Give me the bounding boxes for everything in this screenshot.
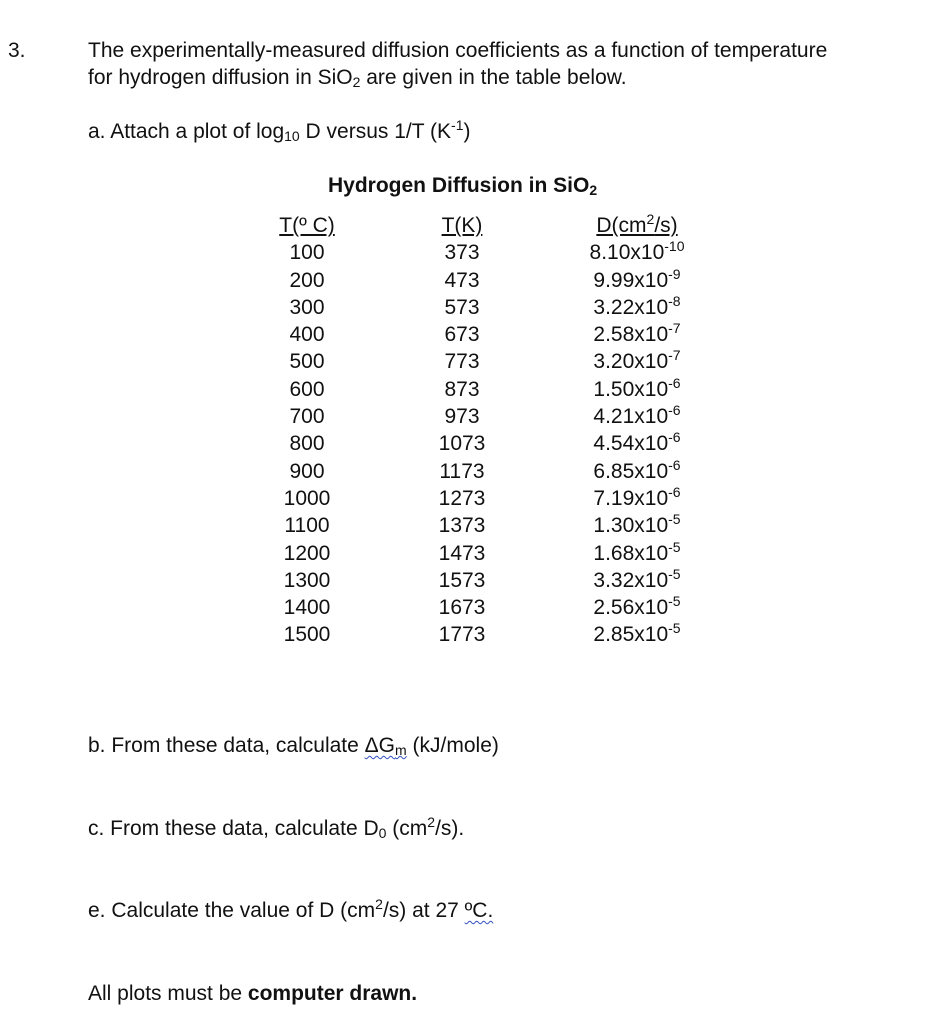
superscript: 2 bbox=[646, 211, 655, 227]
cell-d-exponent: -8 bbox=[668, 292, 681, 309]
cell-d-exponent: -5 bbox=[668, 565, 681, 582]
text: (kJ/mole) bbox=[406, 734, 499, 757]
cell-d: 2.56x10 bbox=[593, 596, 669, 620]
cell-d: 8.10x10 bbox=[589, 241, 665, 265]
table-cell bbox=[362, 321, 562, 348]
cell-d: 6.85x10 bbox=[593, 459, 669, 483]
cell-d-exponent: -9 bbox=[668, 265, 681, 282]
table-cell bbox=[537, 485, 737, 512]
cell-tc: 700 bbox=[289, 405, 325, 429]
cell-d: 3.20x10 bbox=[593, 350, 669, 374]
table-cell bbox=[362, 567, 562, 594]
text: Hydrogen Diffusion in SiO bbox=[328, 174, 590, 197]
table-cell bbox=[537, 621, 737, 648]
cell-tc: 500 bbox=[289, 350, 325, 374]
cell-d: 3.22x10 bbox=[593, 295, 669, 319]
cell-tk: 673 bbox=[444, 323, 480, 347]
table-cell bbox=[362, 512, 562, 539]
column-tk bbox=[362, 212, 562, 649]
text: b. From these data, calculate bbox=[88, 734, 365, 757]
table-cell bbox=[537, 512, 737, 539]
text: (cm bbox=[386, 817, 428, 840]
table-cell bbox=[537, 321, 737, 348]
cell-d-exponent: -7 bbox=[668, 347, 681, 364]
cell-d-exponent: -5 bbox=[668, 593, 681, 610]
text: a. Attach a plot of log bbox=[88, 120, 285, 143]
table-cell bbox=[537, 594, 737, 621]
text: for hydrogen diffusion in SiO bbox=[88, 66, 353, 89]
table-cell bbox=[362, 458, 562, 485]
cell-tk: 873 bbox=[444, 377, 480, 401]
cell-tk: 1673 bbox=[438, 596, 486, 620]
cell-tc: 1300 bbox=[283, 568, 331, 592]
table-cell bbox=[362, 621, 562, 648]
text: c. From these data, calculate D bbox=[88, 817, 379, 840]
cell-d-exponent: -6 bbox=[668, 483, 681, 500]
table-cell bbox=[537, 294, 737, 321]
part-e bbox=[88, 896, 494, 922]
part-a bbox=[88, 117, 471, 144]
cell-d: 4.21x10 bbox=[593, 405, 669, 429]
cell-d-exponent: -7 bbox=[668, 320, 681, 337]
text: /s). bbox=[435, 817, 465, 840]
cell-tc: 200 bbox=[289, 268, 325, 292]
text: D(cm bbox=[596, 214, 647, 237]
column-d bbox=[537, 212, 737, 649]
cell-tk: 973 bbox=[444, 405, 480, 429]
text: e. Calculate the value of D (cm bbox=[88, 899, 376, 922]
cell-d-exponent: -6 bbox=[668, 402, 681, 419]
cell-d: 1.68x10 bbox=[593, 541, 669, 565]
table-title bbox=[328, 175, 597, 196]
cell-d: 4.54x10 bbox=[593, 432, 669, 456]
cell-d-exponent: -5 bbox=[668, 538, 681, 555]
subscript: m bbox=[395, 742, 407, 758]
table-cell bbox=[362, 294, 562, 321]
cell-tk: 773 bbox=[444, 350, 480, 374]
intro-line-2 bbox=[88, 67, 627, 88]
intro-line-1: The experimentally-measured diffusion coefficients as a function of temperature bbox=[88, 39, 828, 62]
table-cell bbox=[362, 376, 562, 403]
cell-tk: 1173 bbox=[439, 459, 485, 483]
superscript: 2 bbox=[427, 814, 436, 830]
footer-note bbox=[88, 983, 417, 1004]
text: /s) at 27 bbox=[382, 899, 465, 922]
text: /s) bbox=[654, 214, 678, 237]
cell-tc: 800 bbox=[289, 432, 325, 456]
table-cell bbox=[362, 267, 562, 294]
cell-tk: 1473 bbox=[438, 541, 486, 565]
superscript: 2 bbox=[375, 896, 383, 912]
cell-d: 9.99x10 bbox=[593, 268, 669, 292]
table-cell bbox=[537, 348, 737, 375]
table-cell bbox=[362, 540, 562, 567]
text: ) bbox=[463, 120, 471, 143]
cell-tc: 1200 bbox=[283, 541, 331, 565]
cell-d: 2.85x10 bbox=[593, 623, 669, 647]
header-tk: T(K) bbox=[441, 214, 483, 237]
cell-tc: 600 bbox=[289, 377, 325, 401]
cell-tc: 400 bbox=[289, 323, 325, 347]
cell-tc: 300 bbox=[289, 295, 325, 319]
delta-g-symbol bbox=[365, 734, 407, 757]
cell-d: 3.32x10 bbox=[593, 568, 669, 592]
table-cell bbox=[537, 540, 737, 567]
table-cell bbox=[537, 567, 737, 594]
cell-tk: 473 bbox=[444, 268, 480, 292]
cell-d: 2.58x10 bbox=[593, 323, 669, 347]
cell-tc: 100 bbox=[289, 241, 325, 265]
text: are given in the table below. bbox=[360, 66, 627, 89]
table-cell bbox=[537, 458, 737, 485]
cell-tk: 1573 bbox=[438, 568, 486, 592]
table-cell bbox=[362, 594, 562, 621]
cell-d: 7.19x10 bbox=[593, 486, 669, 510]
cell-d-exponent: -6 bbox=[668, 456, 681, 473]
subscript: 2 bbox=[589, 182, 598, 198]
table-cell bbox=[362, 348, 562, 375]
cell-d-exponent: -6 bbox=[668, 374, 681, 391]
part-c bbox=[88, 814, 465, 841]
cell-tc: 1500 bbox=[283, 623, 331, 647]
question-number: 3. bbox=[8, 39, 26, 62]
header-tc: T(º C) bbox=[279, 214, 335, 237]
unit-text: ºC. bbox=[464, 899, 494, 922]
text: All plots must be bbox=[88, 982, 248, 1005]
text: D versus 1/T (K bbox=[299, 120, 452, 143]
subscript: 2 bbox=[352, 74, 361, 90]
table-cell bbox=[537, 430, 737, 457]
cell-tc: 1400 bbox=[283, 596, 331, 620]
cell-d: 1.30x10 bbox=[593, 514, 669, 538]
cell-d-exponent: -6 bbox=[668, 429, 681, 446]
table-cell bbox=[537, 376, 737, 403]
superscript: -1 bbox=[451, 117, 464, 133]
subscript: 10 bbox=[284, 128, 300, 144]
part-b bbox=[88, 735, 499, 756]
cell-tc: 1100 bbox=[284, 514, 330, 538]
subscript: 0 bbox=[378, 825, 387, 841]
cell-d-exponent: -5 bbox=[668, 511, 681, 528]
cell-tk: 1773 bbox=[438, 623, 486, 647]
table-cell bbox=[362, 430, 562, 457]
cell-tk: 1273 bbox=[438, 486, 486, 510]
cell-tk: 1373 bbox=[438, 514, 486, 538]
cell-d: 1.50x10 bbox=[593, 377, 669, 401]
table-cell bbox=[362, 239, 562, 266]
text: ΔG bbox=[364, 734, 396, 757]
cell-tc: 1000 bbox=[283, 486, 331, 510]
cell-tk: 1073 bbox=[438, 432, 486, 456]
cell-tk: 573 bbox=[444, 295, 480, 319]
cell-d-exponent: -10 bbox=[664, 238, 685, 255]
cell-d-exponent: -5 bbox=[668, 620, 681, 637]
cell-tc: 900 bbox=[289, 459, 325, 483]
table-cell bbox=[362, 403, 562, 430]
table-cell bbox=[537, 403, 737, 430]
bold-text: computer drawn. bbox=[247, 982, 418, 1005]
table-cell bbox=[537, 267, 737, 294]
table-cell bbox=[537, 239, 737, 266]
cell-tk: 373 bbox=[444, 241, 480, 265]
header-d bbox=[596, 211, 678, 237]
table-cell bbox=[362, 485, 562, 512]
